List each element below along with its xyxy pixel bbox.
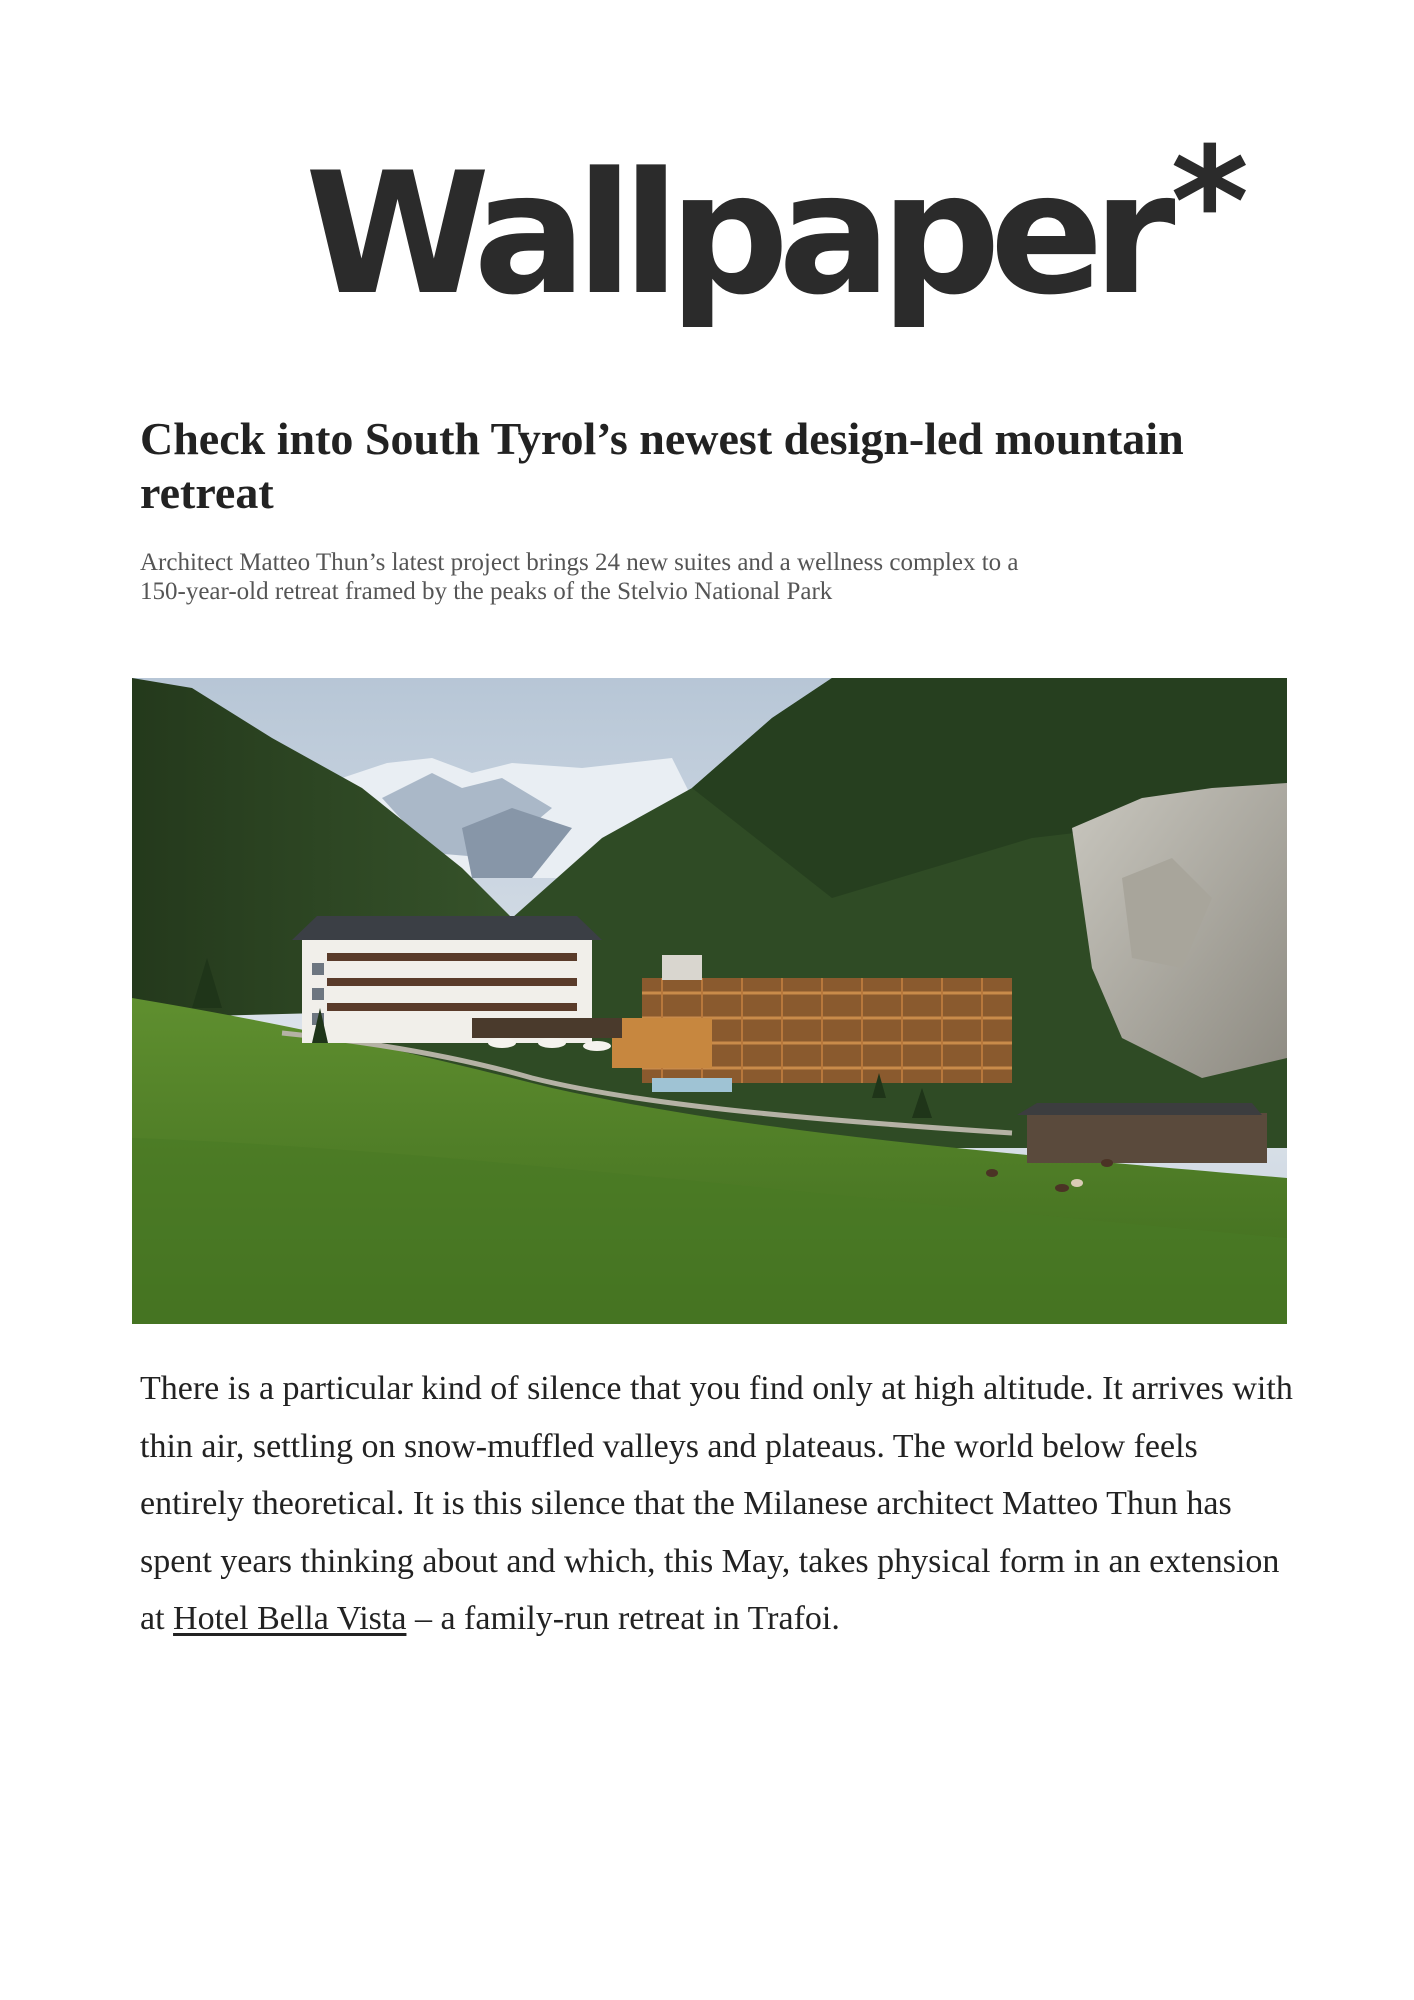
body-text-tail: – a family-run retreat in Trafoi.: [406, 1600, 840, 1637]
wallpaper-logo[interactable]: [305, 116, 1249, 332]
hotel-landscape-photo: [132, 678, 1287, 1324]
logo-wordmark: Wallpaper: [305, 136, 1165, 332]
hero-image: [132, 678, 1287, 1324]
hotel-bella-vista-link[interactable]: Hotel Bella Vista: [173, 1600, 407, 1637]
article-standfirst: Architect Matteo Thun’s latest project brings 24 new suites and a wellness complex to a 150-year-old retreat framed by the peaks of the Stelvio National Park: [140, 549, 1019, 605]
article-headline: Check into South Tyrol’s newest design-led mountain retreat: [140, 413, 1184, 518]
logo-asterisk: *: [1170, 116, 1249, 290]
body-text-lead: There is a particular kind of silence that you find only at high altitude. It arrives with thin air, settling on snow-muffled valleys and plateaus. The world below feels entirely theoretical. It is this silence that the Milanese architect Matteo Thun has spent years thinking about and which, this May, takes physical form in an extension at: [140, 1370, 1293, 1637]
article-body: [140, 1360, 1295, 1648]
